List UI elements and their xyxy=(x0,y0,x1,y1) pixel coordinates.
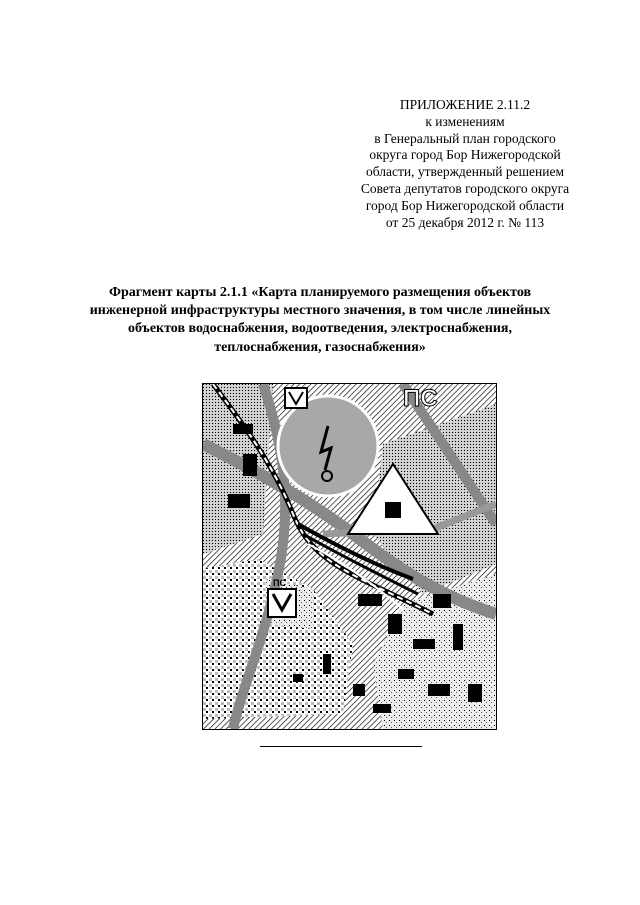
appendix-line: в Генеральный план городского xyxy=(374,130,556,146)
map-label-mini: ПС xyxy=(273,578,286,588)
appendix-header xyxy=(330,97,600,231)
appendix-line: город Бор Нижегородской области xyxy=(365,197,565,213)
appendix-line: к изменениям xyxy=(425,113,505,129)
map-label-ps: ПС xyxy=(403,385,438,412)
title-line: Фрагмент карты 2.1.1 «Карта планируемого размещения объектов xyxy=(108,285,532,300)
title-line: инженерной инфраструктуры местного значения, в том числе линейных xyxy=(89,303,551,319)
map-fragment xyxy=(202,383,497,730)
document-title xyxy=(60,284,580,357)
appendix-line: области, утвержденный решением xyxy=(366,164,564,180)
map-svg xyxy=(203,384,496,729)
bottom-rule xyxy=(260,746,422,747)
triangle-marker-inner xyxy=(385,502,401,518)
appendix-line: от 25 декабря 2012 г. № 113 xyxy=(385,214,545,230)
title-line: объектов водоснабжения, водоотведения, электроснабжения, xyxy=(128,321,512,337)
appendix-line: округа город Бор Нижегородской xyxy=(369,147,561,163)
appendix-line: ПРИЛОЖЕНИЕ 2.11.2 xyxy=(399,97,531,112)
title-line: теплоснабжения, газоснабжения» xyxy=(214,339,426,355)
appendix-line: Совета депутатов городского округа xyxy=(360,180,570,196)
